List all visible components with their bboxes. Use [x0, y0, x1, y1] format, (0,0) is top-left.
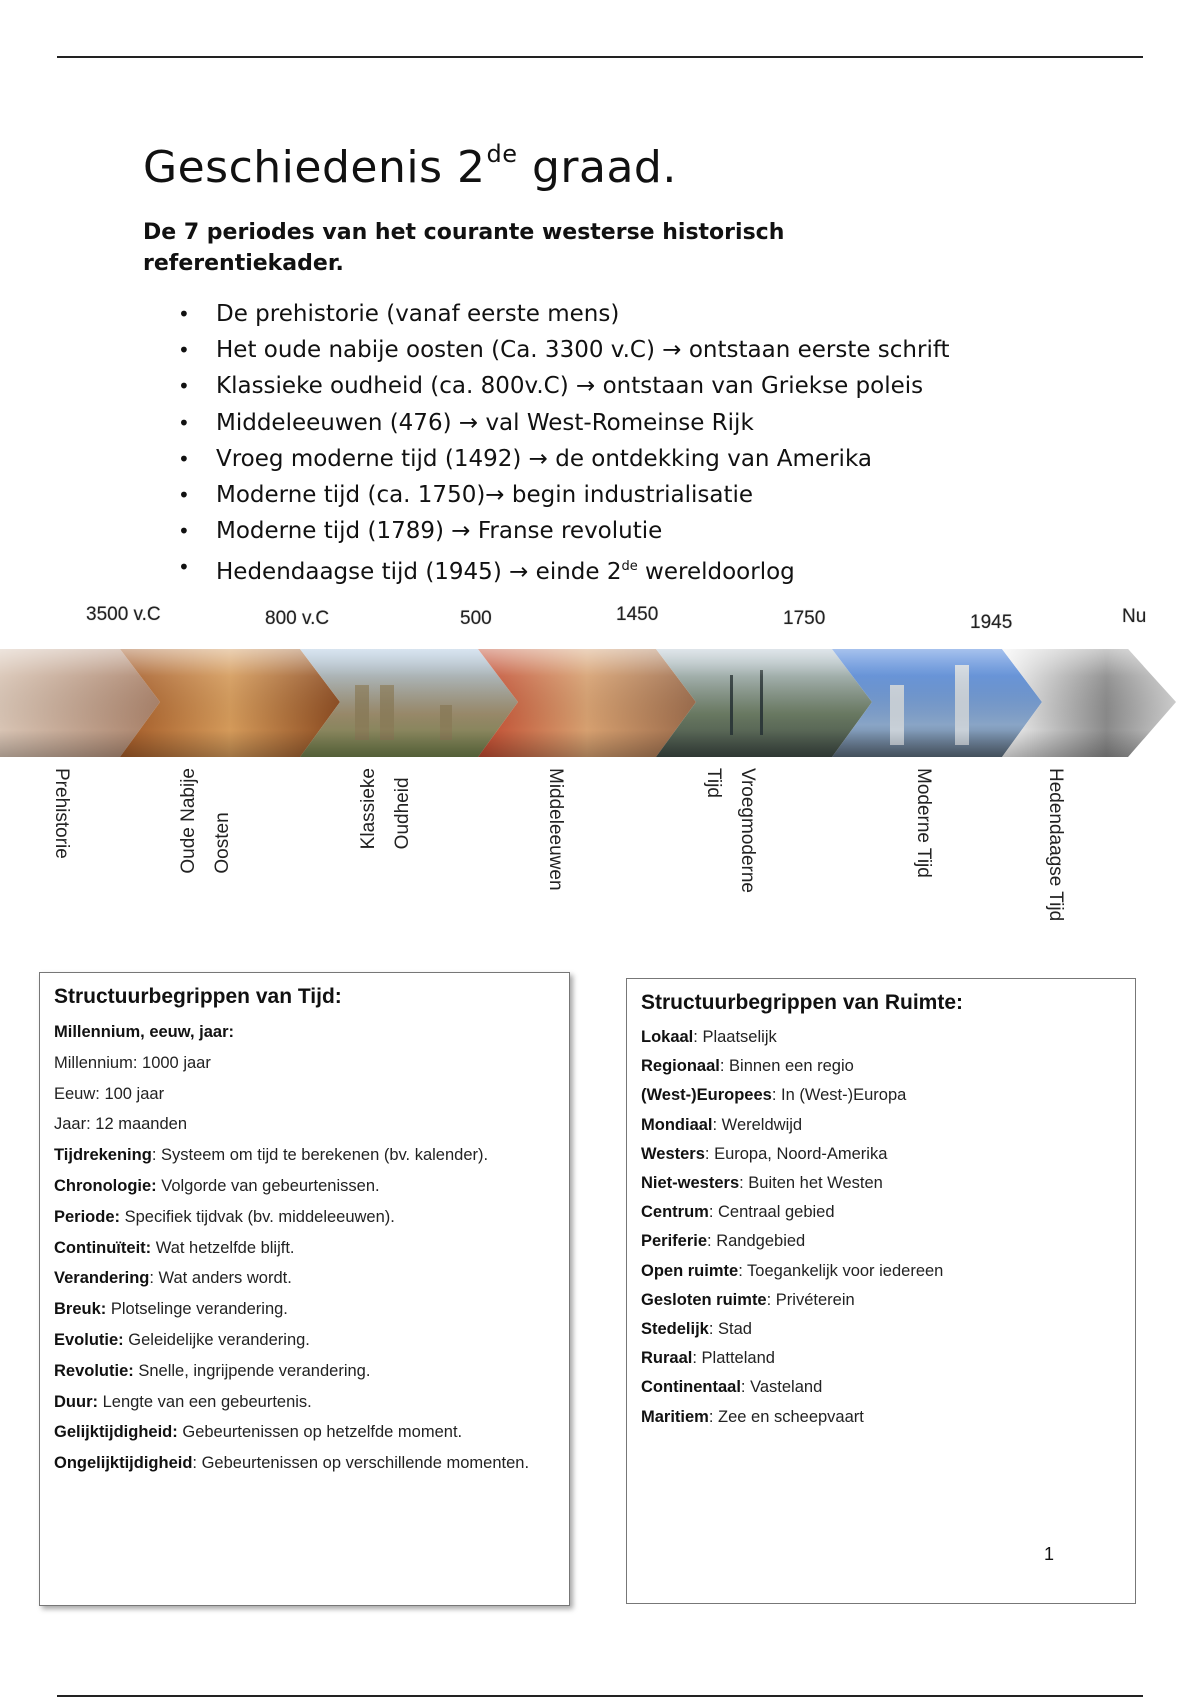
- tijd-heading: Millennium, eeuw, jaar:: [54, 1023, 235, 1041]
- list-item: • Moderne tijd (ca. 1750)→ begin industrialisatie: [175, 477, 950, 513]
- tijd-term-row: Gelijktijdigheid: Gebeurtenissen op hetzelfde moment.: [54, 1423, 463, 1442]
- timeline-year: 1450: [616, 604, 659, 625]
- page-title: Geschiedenis 2de graad.: [143, 140, 677, 193]
- ruimte-term-row: Open ruimte: Toegankelijk voor iedereen: [641, 1261, 944, 1280]
- list-item: • Vroeg moderne tijd (1492) → de ontdekking van Amerika: [175, 441, 950, 477]
- tijd-plain-row: Millennium: 1000 jaar: [54, 1053, 211, 1072]
- timeline-labels: [0, 768, 1200, 948]
- timeline-label: Oude Nabije Oosten: [178, 768, 233, 874]
- top-rule: [57, 56, 1143, 58]
- period-list: [175, 296, 950, 591]
- ruimte-term-row: Maritiem: Zee en scheepvaart: [641, 1407, 864, 1426]
- ruimte-term-row: Centrum: Centraal gebied: [641, 1203, 835, 1222]
- ruimte-box: [626, 978, 1136, 1604]
- list-item: • Klassieke oudheid (ca. 800v.C) → ontstaan van Griekse poleis: [175, 368, 950, 404]
- ruimte-term-row: Gesloten ruimte: Privéterein: [641, 1290, 855, 1309]
- tijd-box-title: Structuurbegrippen van Tijd:: [54, 985, 342, 1008]
- tijd-term-row: Revolutie: Snelle, ingrijpende verandering.: [54, 1361, 371, 1380]
- tijd-term-row: Chronologie: Volgorde van gebeurtenissen.: [54, 1176, 380, 1195]
- ruimte-term-row: Regionaal: Binnen een regio: [641, 1057, 854, 1076]
- ruimte-term-row: Ruraal: Platteland: [641, 1349, 775, 1368]
- ruimte-term-row: Stedelijk: Stad: [641, 1320, 752, 1339]
- tijd-term-row: Evolutie: Geleidelijke verandering.: [54, 1330, 310, 1349]
- timeline-arrow: [0, 645, 1180, 760]
- ruimte-term-row: Continentaal: Vasteland: [641, 1378, 823, 1397]
- ruimte-box-title: Structuurbegrippen van Ruimte:: [641, 991, 964, 1014]
- timeline-label: Moderne Tijd: [913, 768, 934, 878]
- tijd-term-row: Tijdrekening: Systeem om tijd te berekenen (bv. kalender).: [54, 1146, 489, 1165]
- list-item: • Hedendaagse tijd (1945) → einde 2de wereldoorlog: [175, 549, 950, 590]
- list-item: • Moderne tijd (1789) → Franse revolutie: [175, 513, 950, 549]
- timeline-year: 1945: [970, 612, 1013, 633]
- page-number: 1: [1044, 1544, 1055, 1564]
- timeline-label: Klassieke Oudheid: [358, 768, 413, 850]
- tijd-plain-row: Eeuw: 100 jaar: [54, 1084, 165, 1103]
- tijd-term-row: Breuk: Plotselinge verandering.: [54, 1300, 288, 1319]
- ruimte-term-row: Lokaal: Plaatselijk: [641, 1028, 777, 1046]
- timeline-years: [0, 600, 1200, 633]
- list-item: • Het oude nabije oosten (Ca. 3300 v.C) → ontstaan eerste schrift: [175, 332, 950, 368]
- tijd-plain-row: Jaar: 12 maanden: [54, 1115, 188, 1134]
- ruimte-term-row: (West-)Europees: In (West-)Europa: [641, 1086, 907, 1105]
- timeline-label: Middeleeuwen: [545, 768, 566, 891]
- ruimte-term-row: Mondiaal: Wereldwijd: [641, 1115, 803, 1134]
- subtitle: De 7 periodes van het courante westerse historisch referentiekader.: [143, 220, 785, 276]
- list-item: • Middeleeuwen (476) → val West-Romeinse Rijk: [175, 405, 950, 441]
- tijd-term-row: Ongelijktijdigheid: Gebeurtenissen op verschillende momenten.: [54, 1454, 530, 1473]
- tijd-term-row: Duur: Lengte van een gebeurtenis.: [54, 1392, 312, 1411]
- timeline-year: 3500 v.C: [86, 604, 161, 625]
- bottom-rule: [57, 1695, 1143, 1697]
- timeline-label: Hedendaagse Tijd: [1045, 768, 1066, 922]
- tijd-term-row: Periode: Specifiek tijdvak (bv. middeleeuwen).: [54, 1207, 395, 1226]
- timeline-year: 500: [460, 608, 492, 629]
- timeline-year: 1750: [783, 608, 826, 629]
- tijd-box: [39, 972, 570, 1606]
- tijd-term-row: Verandering: Wat anders wordt.: [54, 1269, 292, 1288]
- list-item: • De prehistorie (vanaf eerste mens): [175, 296, 950, 332]
- tijd-term-row: Continuïteit: Wat hetzelfde blijft.: [54, 1238, 295, 1257]
- timeline-label: Vroegmoderne Tijd: [703, 768, 758, 893]
- ruimte-term-row: Westers: Europa, Noord-Amerika: [641, 1144, 888, 1163]
- timeline-year: Nu: [1122, 606, 1147, 627]
- timeline-year: 800 v.C: [265, 608, 330, 629]
- timeline-label: Prehistorie: [51, 768, 72, 859]
- ruimte-term-row: Periferie: Randgebied: [641, 1232, 806, 1251]
- ruimte-term-row: Niet-westers: Buiten het Westen: [641, 1174, 883, 1193]
